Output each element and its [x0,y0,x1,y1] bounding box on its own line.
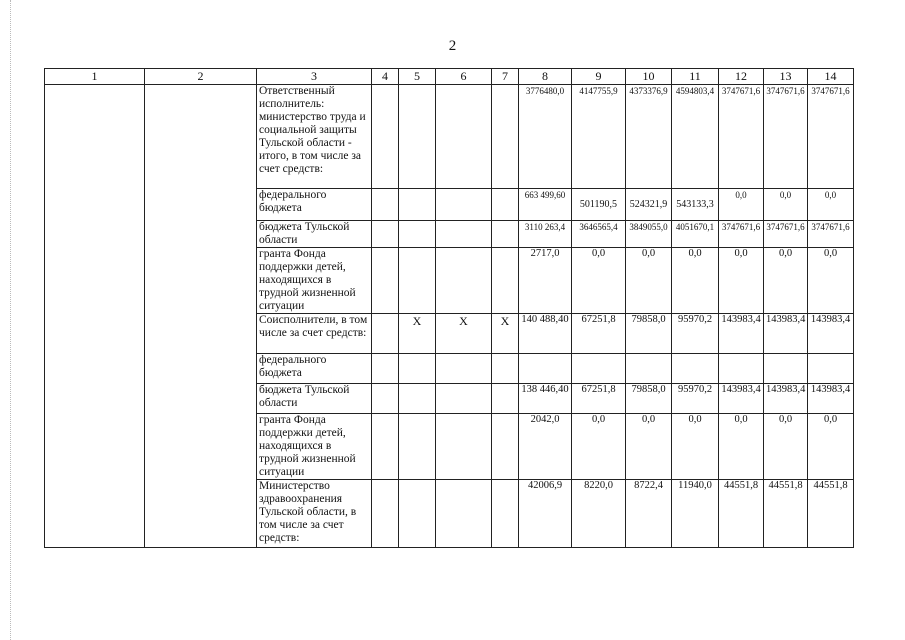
col-header: 5 [399,69,436,85]
value-cell: 0,0 [808,248,854,314]
cell-col1 [45,85,145,548]
cell-col7 [492,354,519,384]
value-cell: 143983,4 [719,384,764,414]
cell-col7 [492,480,519,548]
row-description: гранта Фонда поддержки детей, находящихся в трудной жизненной ситуации [257,414,372,480]
row-description: бюджета Тульской области [257,384,372,414]
cell-col5 [399,414,436,480]
col-header: 13 [764,69,808,85]
col-header: 14 [808,69,854,85]
cell-col6 [436,85,492,189]
row-description: гранта Фонда поддержки детей, находящихся в трудной жизненной ситуации [257,248,372,314]
value-cell: 143983,4 [764,384,808,414]
col-header: 7 [492,69,519,85]
table-row [45,85,854,189]
row-description: Соисполнители, в том числе за счет средств: [257,314,372,354]
value-cell: 0,0 [764,248,808,314]
row-description: бюджета Тульской области [257,221,372,248]
col-header: 3 [257,69,372,85]
col-header: 11 [672,69,719,85]
value-cell: 0,0 [808,414,854,480]
program-funding-table [44,68,854,548]
cell-col6 [436,221,492,248]
cell-col7 [492,248,519,314]
value-cell: 4147755,9 [572,85,626,189]
value-cell [519,354,572,384]
value-cell [572,354,626,384]
cell-col5 [399,189,436,221]
value-cell: 0,0 [672,248,719,314]
value-cell [764,354,808,384]
cell-col7 [492,221,519,248]
cell-col6 [436,354,492,384]
cell-col4 [372,480,399,548]
page-number: 2 [448,38,457,54]
col-header: 4 [372,69,399,85]
row-description: Министерство здравоохранения Тульской области, в том числе за счет средств: [257,480,372,548]
value-cell: 4373376,9 [626,85,672,189]
value-cell: 143983,4 [808,384,854,414]
value-cell: 44551,8 [808,480,854,548]
cell-col4 [372,314,399,354]
cell-col6 [436,384,492,414]
cell-col7: X [492,314,519,354]
value-cell: 3747671,6 [719,221,764,248]
cell-col5 [399,480,436,548]
value-cell: 8220,0 [572,480,626,548]
value-cell [672,354,719,384]
cell-col4 [372,384,399,414]
value-cell [626,354,672,384]
value-cell: 42006,9 [519,480,572,548]
value-cell: 501190,5 [572,189,626,221]
cell-col5 [399,248,436,314]
value-cell: 0,0 [719,248,764,314]
value-cell: 67251,8 [572,384,626,414]
col-header: 12 [719,69,764,85]
value-cell: 3849055,0 [626,221,672,248]
value-cell: 140 488,40 [519,314,572,354]
cell-col6 [436,248,492,314]
cell-col6 [436,480,492,548]
cell-col5 [399,221,436,248]
cell-col5: X [399,314,436,354]
value-cell: 524321,9 [626,189,672,221]
col-header: 9 [572,69,626,85]
value-cell: 2717,0 [519,248,572,314]
row-description: федерального бюджета [257,354,372,384]
col-header: 2 [145,69,257,85]
value-cell: 143983,4 [808,314,854,354]
col-header: 1 [45,69,145,85]
value-cell: 4594803,4 [672,85,719,189]
row-description: Ответственный исполнитель: министерство труда и социальной защиты Тульской области - итого, в том числе за счет средств: [257,85,372,189]
cell-col5 [399,85,436,189]
value-cell [719,354,764,384]
value-cell: 663 499,60 [519,189,572,221]
row-description: федерального бюджета [257,189,372,221]
cell-col4 [372,85,399,189]
cell-col7 [492,85,519,189]
value-cell: 79858,0 [626,384,672,414]
value-cell: 0,0 [572,248,626,314]
cell-col2 [145,85,257,548]
value-cell: 67251,8 [572,314,626,354]
value-cell: 2042,0 [519,414,572,480]
value-cell: 44551,8 [719,480,764,548]
value-cell: 3747671,6 [808,221,854,248]
col-header: 10 [626,69,672,85]
value-cell: 11940,0 [672,480,719,548]
cell-col4 [372,354,399,384]
value-cell: 0,0 [808,189,854,221]
value-cell: 4051670,1 [672,221,719,248]
value-cell: 543133,3 [672,189,719,221]
value-cell: 0,0 [572,414,626,480]
col-header: 6 [436,69,492,85]
cell-col6 [436,414,492,480]
value-cell: 8722,4 [626,480,672,548]
value-cell: 3747671,6 [764,221,808,248]
value-cell: 0,0 [672,414,719,480]
value-cell: 0,0 [719,414,764,480]
cell-col6 [436,189,492,221]
value-cell: 0,0 [764,414,808,480]
value-cell: 44551,8 [764,480,808,548]
value-cell: 3110 263,4 [519,221,572,248]
scan-margin-marks [10,0,15,640]
value-cell: 95970,2 [672,384,719,414]
value-cell: 3646565,4 [572,221,626,248]
cell-col5 [399,384,436,414]
cell-col7 [492,384,519,414]
value-cell: 0,0 [764,189,808,221]
value-cell: 95970,2 [672,314,719,354]
cell-col4 [372,221,399,248]
value-cell: 79858,0 [626,314,672,354]
value-cell: 0,0 [626,414,672,480]
cell-col6: X [436,314,492,354]
value-cell: 3776480,0 [519,85,572,189]
col-header: 8 [519,69,572,85]
value-cell: 3747671,6 [808,85,854,189]
value-cell: 3747671,6 [719,85,764,189]
cell-col4 [372,189,399,221]
cell-col4 [372,414,399,480]
value-cell: 0,0 [719,189,764,221]
value-cell [808,354,854,384]
value-cell: 0,0 [626,248,672,314]
cell-col5 [399,354,436,384]
cell-col4 [372,248,399,314]
value-cell: 138 446,40 [519,384,572,414]
cell-col7 [492,414,519,480]
value-cell: 143983,4 [719,314,764,354]
column-number-header [45,69,854,85]
value-cell: 143983,4 [764,314,808,354]
cell-col7 [492,189,519,221]
value-cell: 3747671,6 [764,85,808,189]
